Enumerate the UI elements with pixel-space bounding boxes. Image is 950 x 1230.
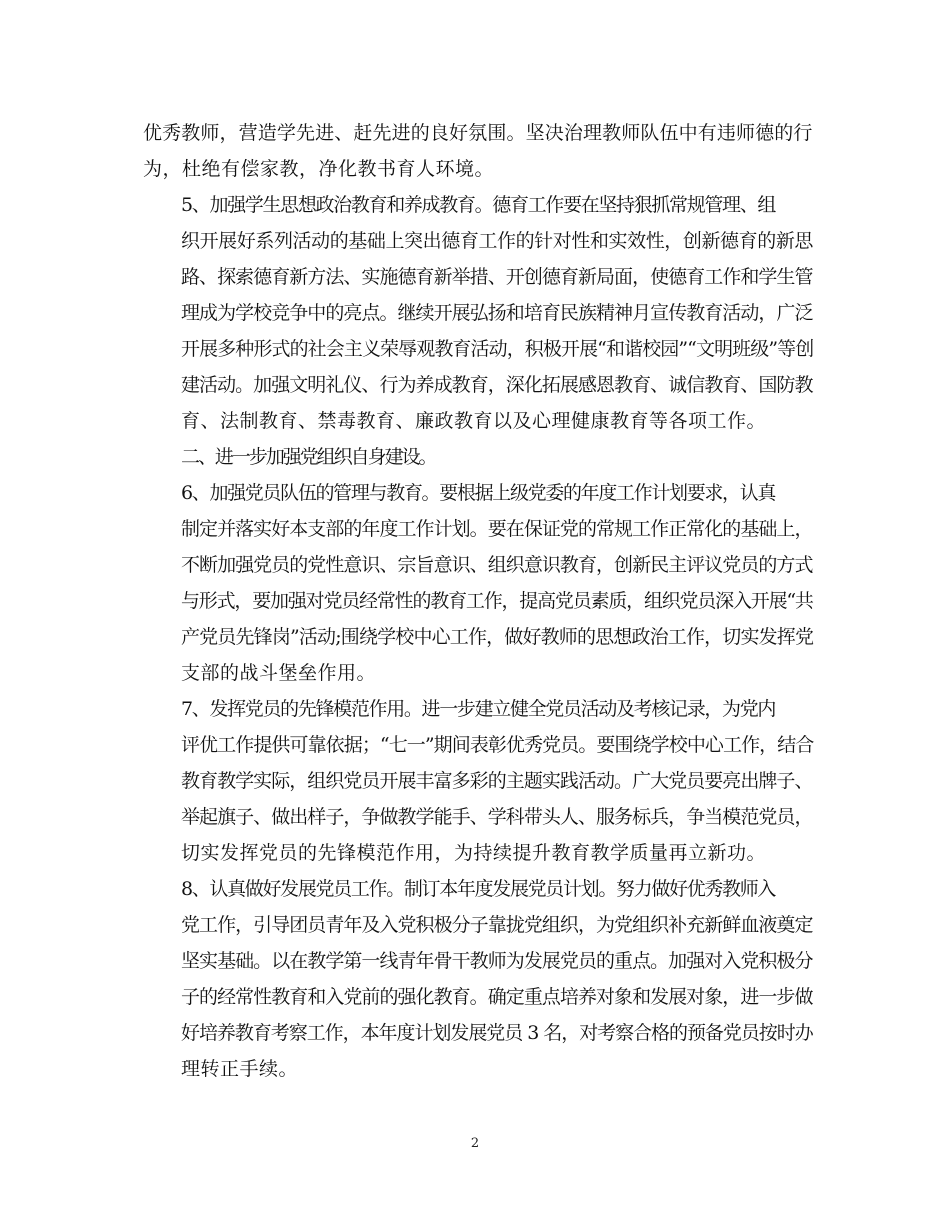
- text-line: 党工作，引导团员青年及入党积极分子靠拢党组织，为党组织补充新鲜血液奠定: [181, 914, 813, 936]
- text-line: 开展多种形式的社会主义荣辱观教育活动，积极开展“和谐校园”“文明班级”等创: [181, 338, 814, 360]
- text-line: 6、加强党员队伍的管理与教育。要根据上级党委的年度工作计划要求，认真: [181, 482, 776, 504]
- text-line: 路、探索德育新方法、实施德育新举措、开创德育新局面，使德育工作和学生管: [181, 266, 813, 288]
- text-line: 建活动。加强文明礼仪、行为养成教育，深化拓展感恩教育、诚信教育、国防教: [181, 374, 813, 396]
- text-line: 二、进一步加强党组织自身建设。: [181, 446, 436, 468]
- text-line: 教育教学实际，组织党员开展丰富多彩的主题实践活动。广大党员要亮出牌子、: [181, 770, 813, 792]
- paragraph: [143, 115, 813, 187]
- text-line: 5、加强学生思想政治教育和养成教育。德育工作要在坚持狠抓常规管理、组: [181, 194, 776, 216]
- paragraph: [143, 691, 813, 871]
- document-body: [143, 115, 813, 1087]
- text-line: 切实发挥党员的先锋模范作用，为持续提升教育教学质量再立新功。: [181, 842, 767, 864]
- text-line: 为，杜绝有偿家教，净化教书育人环境。: [143, 158, 495, 180]
- text-line: 支部的战斗堡垒作用。: [181, 662, 377, 684]
- text-line: 好培养教育考察工作，本年度计划发展党员 3 名，对考察合格的预备党员按时办: [181, 1022, 813, 1044]
- text-line: 子的经常性教育和入党前的强化教育。确定重点培养对象和发展对象，进一步做: [181, 986, 813, 1008]
- text-line: 织开展好系列活动的基础上突出德育工作的针对性和实效性，创新德育的新思: [181, 230, 814, 252]
- text-line: 8、认真做好发展党员工作。制订本年度发展党员计划。努力做好优秀教师入: [181, 878, 776, 900]
- paragraph: [143, 439, 813, 475]
- paragraph: [143, 871, 813, 1087]
- paragraph: [143, 187, 813, 439]
- page-number: 2: [470, 1136, 480, 1151]
- text-line: 举起旗子、做出样子，争做教学能手、学科带头人、服务标兵，争当模范党员，: [181, 806, 813, 828]
- text-line: 与形式，要加强对党员经常性的教育工作，提高党员素质，组织党员深入开展“共: [181, 590, 813, 612]
- text-line: 理成为学校竞争中的亮点。继续开展弘扬和培育民族精神月宣传教育活动，广泛: [181, 302, 813, 324]
- text-line: 坚实基础。以在教学第一线青年骨干教师为发展党员的重点。加强对入党积极分: [181, 950, 813, 972]
- text-line: 育、法制教育、禁毒教育、廉政教育以及心理健康教育等各项工作。: [181, 410, 767, 432]
- text-line: 理转正手续。: [181, 1058, 299, 1080]
- text-line: 制定并落实好本支部的年度工作计划。要在保证党的常规工作正常化的基础上，: [181, 518, 813, 540]
- text-line: 优秀教师，营造学先进、赶先进的良好氛围。坚决治理教师队伍中有违师德的行: [143, 122, 813, 144]
- paragraph: [143, 475, 813, 691]
- text-line: 产党员先锋岗”活动;围绕学校中心工作，做好教师的思想政治工作，切实发挥党: [181, 626, 814, 648]
- text-line: 不断加强党员的党性意识、宗旨意识、组织意识教育，创新民主评议党员的方式: [181, 554, 813, 576]
- text-line: 评优工作提供可靠依据；“七一”期间表彰优秀党员。要围绕学校中心工作，结合: [181, 734, 814, 756]
- text-line: 7、发挥党员的先锋模范作用。进一步建立健全党员活动及考核记录，为党内: [181, 698, 776, 720]
